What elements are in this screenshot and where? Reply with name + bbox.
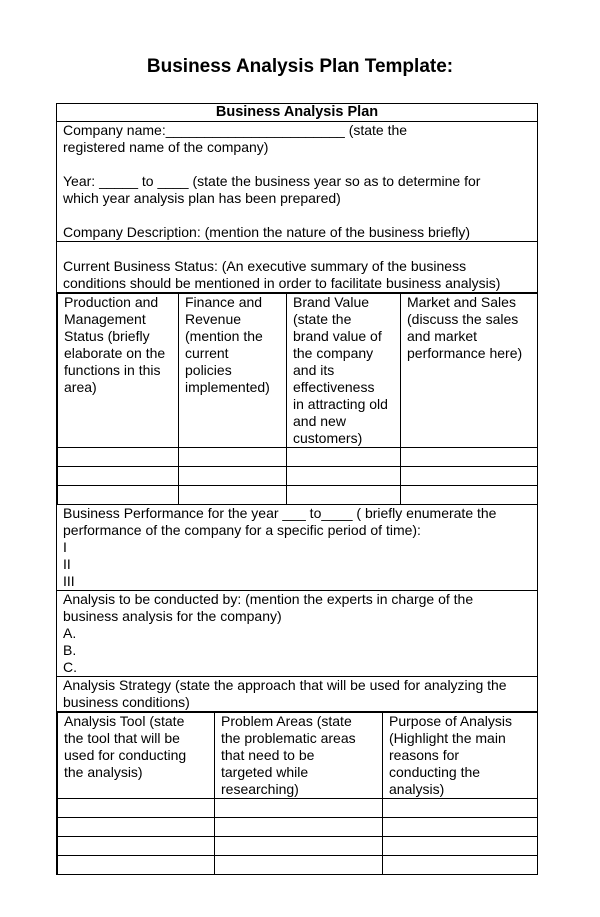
- company-name-note: registered name of the company): [63, 139, 269, 155]
- strategy-grid-cell: [57, 712, 538, 875]
- strategy-grid: [57, 712, 537, 874]
- list-item: A.: [63, 625, 77, 641]
- table-row: [58, 837, 538, 856]
- year-line: Year: _____ to ____ (state the business year so as to determine for: [63, 173, 481, 189]
- market-sales-header: Market and Sales (discuss the sales and market performance here): [401, 294, 538, 448]
- list-item: II: [63, 556, 71, 572]
- table-title: Business Analysis Plan: [57, 104, 538, 122]
- brand-value-header: Brand Value (state the brand value of the company and its effectiveness in attracting old and new customers): [287, 294, 401, 448]
- table-row: [58, 799, 538, 818]
- analysis-tool-header: Analysis Tool (state the tool that will be used for conducting the analysis): [58, 713, 215, 799]
- performance-section: [57, 505, 538, 591]
- page-title: Business Analysis Plan Template:: [146, 56, 454, 77]
- table-row: [58, 818, 538, 837]
- status-grid: [57, 293, 537, 504]
- table-row: [58, 486, 538, 505]
- performance-note: performance of the company for a specific period of time):: [63, 522, 421, 538]
- strategy-note: business conditions): [63, 694, 190, 710]
- company-name-line: Company name:_______________________ (state the: [63, 122, 408, 138]
- table-row: [58, 467, 538, 486]
- year-note: which year analysis plan has been prepared): [63, 190, 341, 206]
- company-description: Company Description: (mention the nature of the business briefly): [63, 224, 470, 240]
- finance-revenue-header: Finance and Revenue (mention the current policies implemented): [179, 294, 287, 448]
- status-grid-cell: [57, 293, 538, 505]
- analysis-by-note: business analysis for the company): [63, 608, 282, 624]
- list-item: III: [63, 573, 75, 589]
- list-item: I: [63, 539, 67, 555]
- analysis-by-line: Analysis to be conducted by: (mention the experts in charge of the: [63, 591, 474, 607]
- table-row: [58, 856, 538, 875]
- company-info-section: [57, 122, 538, 242]
- purpose-of-analysis-header: Purpose of Analysis (Highlight the main reasons for conducting the analysis): [383, 713, 538, 799]
- list-item: B.: [63, 642, 77, 658]
- analysis-by-section: [57, 591, 538, 677]
- current-status-line: Current Business Status: (An executive summary of the business: [63, 258, 467, 274]
- current-status-section: [57, 242, 538, 293]
- business-analysis-plan-table: [56, 103, 538, 875]
- strategy-line: Analysis Strategy (state the approach that will be used for analyzing the: [63, 677, 507, 693]
- list-item: C.: [63, 659, 77, 675]
- strategy-section: [57, 677, 538, 712]
- table-row: [58, 448, 538, 467]
- production-management-header: Production and Management Status (briefly elaborate on the functions in this area): [58, 294, 179, 448]
- problem-areas-header: Problem Areas (state the problematic areas that need to be targeted while researching): [215, 713, 383, 799]
- current-status-note: conditions should be mentioned in order to facilitate business analysis): [63, 275, 501, 291]
- performance-line: Business Performance for the year ___ to____ ( briefly enumerate the: [63, 505, 497, 521]
